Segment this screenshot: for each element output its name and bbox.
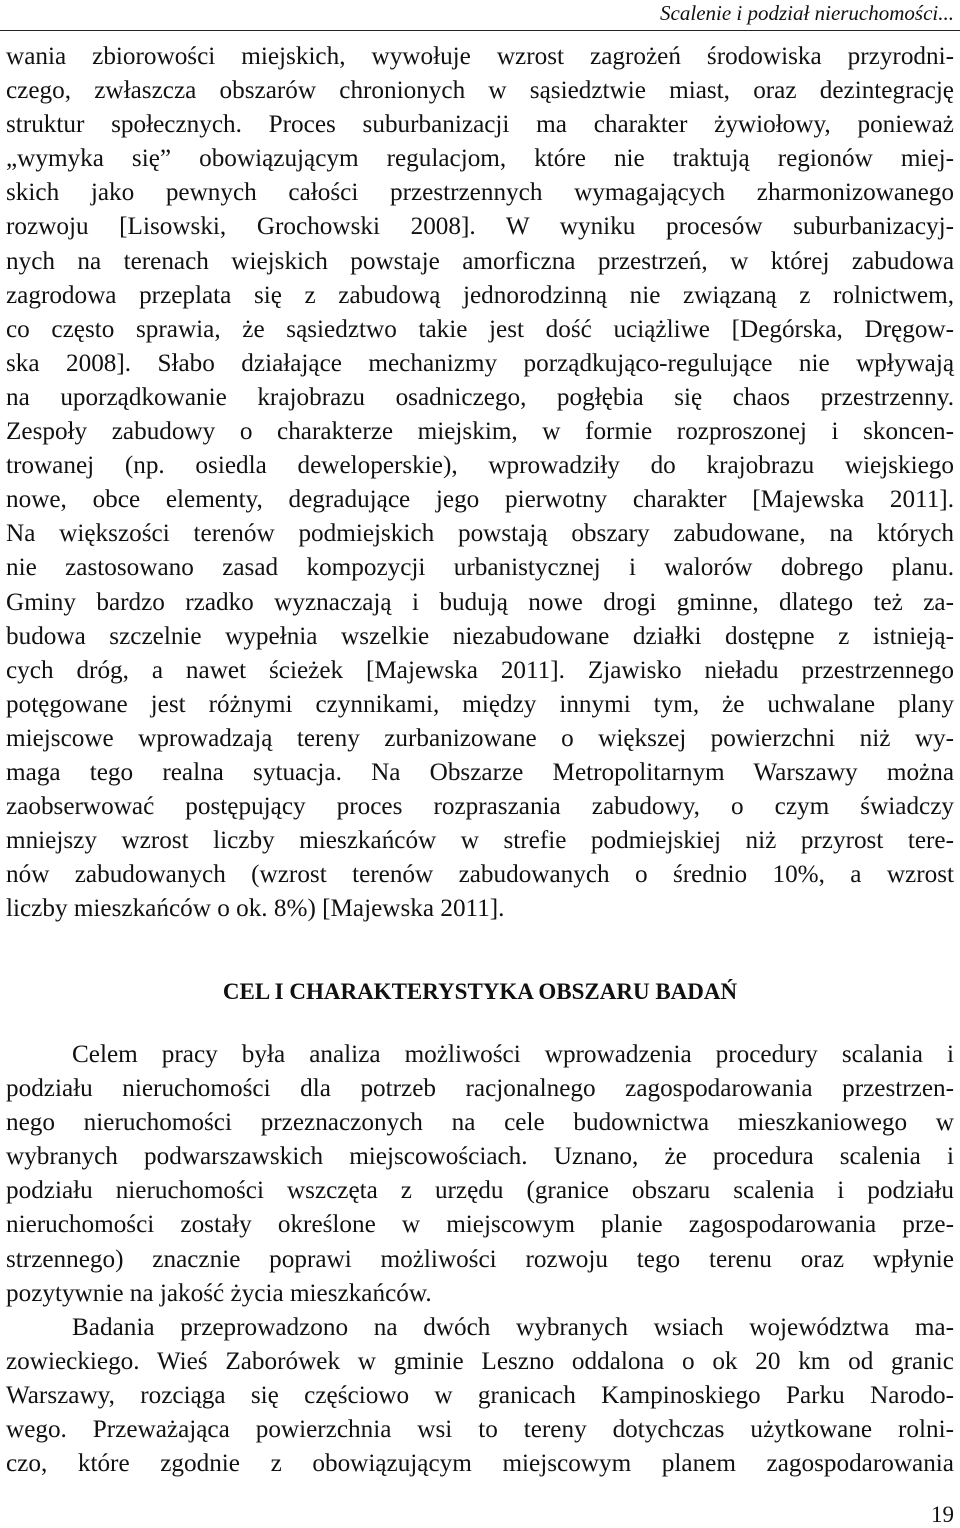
- text-line: „wymyka się” obowiązującym regulacjom, które nie traktują regionów miej-: [6, 145, 954, 173]
- text-line: wybranych podwarszawskich miejscowościach. Uznano, że procedura scalenia i: [6, 1143, 954, 1171]
- page-number: 19: [931, 1502, 954, 1527]
- section-heading: CEL I CHARAKTERYSTYKA OBSZARU BADAŃ: [222, 979, 738, 1004]
- text-line: miejscowe wprowadzają tereny zurbanizowane o większej powierzchni niż wy-: [6, 724, 954, 752]
- text-line: maga tego realna sytuacja. Na Obszarze Metropolitarnym Warszawy można: [6, 758, 954, 786]
- text-line: na uporządkowanie krajobrazu osadniczego, pogłębia się chaos przestrzenny.: [6, 383, 954, 411]
- text-line: podziału nieruchomości dla potrzeb racjonalnego zagospodarowania przestrzen-: [6, 1075, 954, 1103]
- paragraph-study-area: [6, 1311, 954, 1481]
- text-line: nego nieruchomości przeznaczonych na cele budownictwa mieszkaniowego w: [6, 1109, 954, 1137]
- text-line: czo, które zgodnie z obowiązującym miejscowym planem zagospodarowania: [6, 1450, 954, 1478]
- text-line: rozwoju [Lisowski, Grochowski 2008]. W wyniku procesów suburbanizacyj-: [6, 213, 954, 241]
- text-line: potęgowane jest różnymi czynnikami, między innymi tym, że uchwalane plany: [6, 690, 954, 718]
- text-line: budowa szczelnie wypełnia wszelkie niezabudowane działki dostępne z istnieją-: [6, 622, 954, 650]
- text-line: cych dróg, a nawet ścieżek [Majewska 2011]. Zjawisko nieładu przestrzennego: [6, 656, 954, 684]
- text-line: strzennego) znacznie poprawi możliwości rozwoju tego terenu oraz wpłynie: [6, 1245, 954, 1273]
- text-line: zowieckiego. Wieś Zaborówek w gminie Leszno oddalona o ok 20 km od granic: [6, 1348, 954, 1376]
- text-line: mniejszy wzrost liczby mieszkańców w strefie podmiejskiej niż przyrost tere-: [6, 827, 954, 855]
- text-line: pozytywnie na jakość życia mieszkańców.: [6, 1279, 432, 1307]
- running-title: Scalenie i podział nieruchomości...: [660, 1, 954, 25]
- text-line: nych na terenach wiejskich powstaje amorficzna przestrzeń, w której zabudowa: [6, 247, 954, 275]
- text-line: Celem pracy była analiza możliwości wprowadzenia procedury scalania i: [72, 1041, 954, 1068]
- text-line: Gminy bardzo rzadko wyznaczają i budują nowe drogi gminne, dlatego też za-: [6, 588, 954, 616]
- text-line: trowanej (np. osiedla deweloperskie), wprowadziły do krajobrazu wiejskiego: [6, 452, 954, 480]
- text-line: ska 2008]. Słabo działające mechanizmy porządkująco-regulujące nie wpływają: [6, 349, 954, 377]
- text-line: Badania przeprowadzono na dwóch wybranych wsiach województwa ma-: [72, 1314, 954, 1341]
- text-line: struktur społecznych. Proces suburbanizacji ma charakter żywiołowy, ponieważ: [6, 111, 954, 139]
- text-line: podziału nieruchomości wszczęta z urzędu (granice obszaru scalenia i podziału: [6, 1177, 954, 1205]
- text-line: co często sprawia, że sąsiedztwo takie jest dość uciążliwe [Degórska, Dręgow-: [6, 315, 954, 343]
- text-line: Na większości terenów podmiejskich powstają obszary zabudowane, na których: [6, 520, 954, 548]
- text-line: nieruchomości zostały określone w miejscowym planie zagospodarowania prze-: [6, 1211, 954, 1239]
- text-line: nie zastosowano zasad kompozycji urbanistycznej i walorów dobrego planu.: [6, 554, 954, 582]
- text-line: wego. Przeważająca powierzchnia wsi to tereny dotychczas użytkowane rolni-: [6, 1416, 954, 1444]
- text-line: czego, zwłaszcza obszarów chronionych w sąsiedztwie miast, oraz dezintegrację: [6, 77, 954, 105]
- text-line: Warszawy, rozciąga się częściowo w granicach Kampinoskiego Parku Narodo-: [6, 1382, 954, 1410]
- text-line: nowe, obce elementy, degradujące jego pierwotny charakter [Majewska 2011].: [6, 486, 954, 514]
- running-header: [0, 0, 960, 31]
- paragraph-suburbanization: [6, 40, 954, 926]
- text-line: zagrodowa przeplata się z zabudową jednorodzinną nie związaną z rolnictwem,: [6, 281, 954, 309]
- paragraph-research-goal: [6, 1038, 954, 1311]
- text-line: liczby mieszkańców o ok. 8%) [Majewska 2011].: [6, 895, 505, 923]
- text-line: Zespoły zabudowy o charakterze miejskim, w formie rozproszonej i skoncen-: [6, 418, 954, 446]
- text-line: skich jako pewnych całości przestrzennych wymagających zharmonizowanego: [6, 179, 954, 207]
- text-line: wania zbiorowości miejskich, wywołuje wzrost zagrożeń środowiska przyrodni-: [6, 43, 954, 70]
- text-line: nów zabudowanych (wzrost terenów zabudowanych o średnio 10%, a wzrost: [6, 861, 954, 889]
- text-line: zaobserwować postępujący proces rozpraszania zabudowy, o czym świadczy: [6, 793, 954, 821]
